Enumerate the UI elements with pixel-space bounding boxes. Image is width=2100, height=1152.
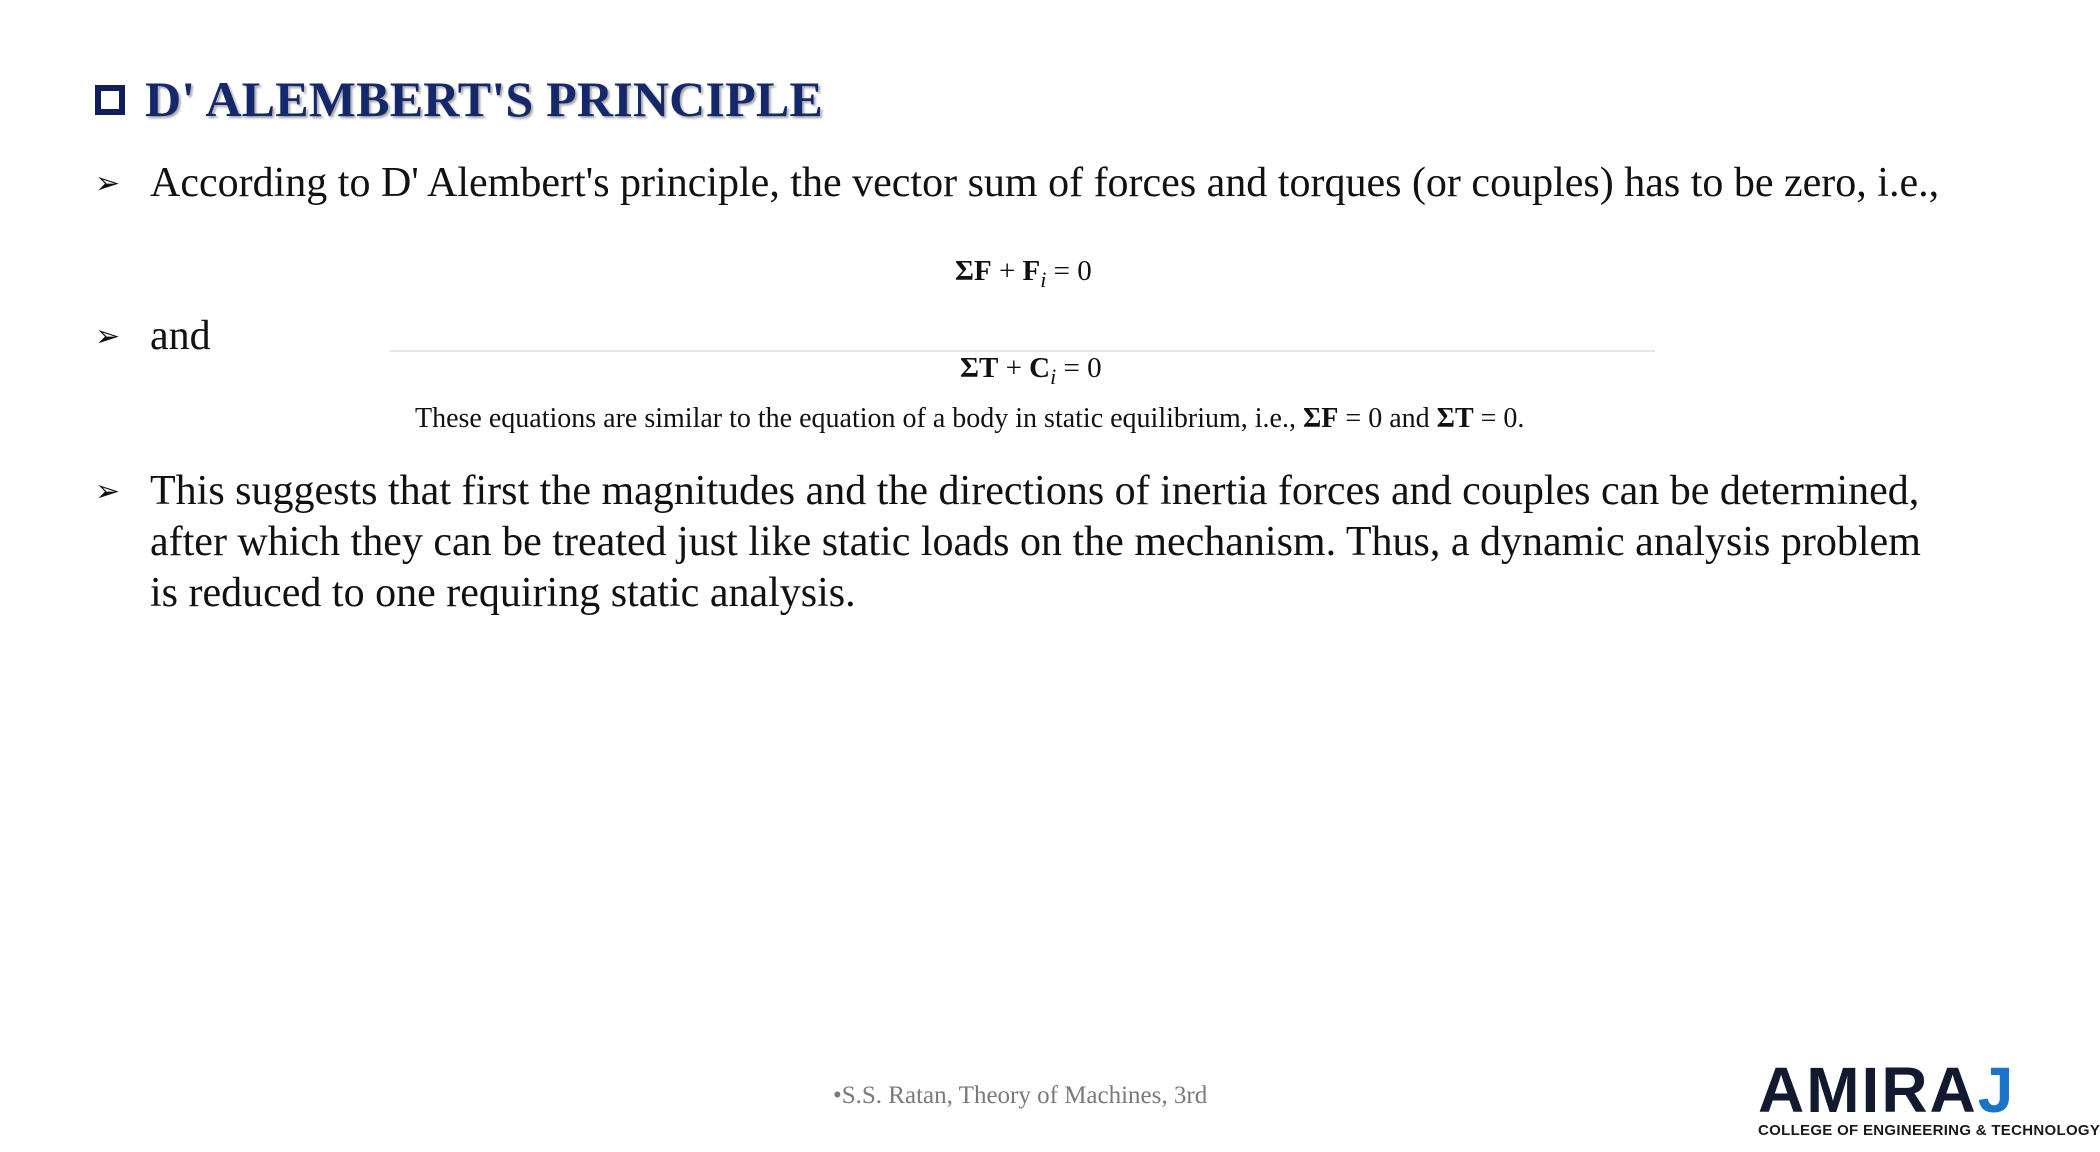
equation-torque-balance — [960, 352, 1102, 390]
logo-word-dark: AMIRA — [1758, 1054, 1978, 1126]
equation-note-mid: = 0 and — [1338, 403, 1437, 434]
equation-sum-term: ΣF — [955, 255, 992, 287]
equation-force-balance — [955, 255, 1092, 293]
slide-title-row — [95, 70, 823, 128]
equation-inertia-term: F — [1022, 255, 1041, 287]
equation-rhs: = 0 — [1056, 352, 1102, 384]
equation-plus: + — [991, 255, 1023, 287]
bullet-text: and — [150, 313, 211, 359]
equation-rhs: = 0 — [1046, 255, 1092, 287]
checkbox-bullet-icon — [95, 85, 125, 115]
equation-sum-term: ΣT — [960, 352, 999, 384]
college-logo — [1758, 1054, 2100, 1152]
logo-word-accent: J — [1977, 1054, 2016, 1126]
logo-wordmark — [1758, 1054, 2048, 1126]
reference-footnote: •S.S. Ratan, Theory of Machines, 3rd — [833, 1082, 1208, 1109]
equation-plus: + — [998, 352, 1030, 384]
arrow-bullet-icon: ➢ — [95, 319, 121, 354]
equation-note — [415, 403, 1524, 435]
equation-note-force: ΣF — [1303, 403, 1339, 434]
bullet-item — [95, 466, 1955, 619]
equation-subscript: i — [1040, 266, 1047, 292]
slide-title: D' ALEMBERT'S PRINCIPLE — [145, 71, 823, 127]
bullet-text: According to D' Alembert's principle, the vector sum of forces and torques (or couples) has to be zero, i.e., — [150, 160, 1940, 206]
bullet-item — [95, 158, 1955, 209]
equation-note-torque: ΣT — [1436, 403, 1474, 434]
equation-inertia-term: C — [1029, 352, 1051, 384]
equation-subscript: i — [1050, 363, 1057, 389]
logo-tagline: COLLEGE OF ENGINEERING & TECHNOLOGY — [1758, 1122, 2100, 1139]
bullet-text: This suggests that first the magnitudes and the directions of inertia forces and couples can be determined, after which they can be treated just like static loads on the mechanism. Thus, a dynamic analysis problem is reduced to one requiring static analysis. — [150, 468, 1921, 616]
equation-note-text: These equations are similar to the equation of a body in static equilibrium, i.e., — [415, 403, 1303, 434]
equation-note-end: = 0. — [1473, 403, 1525, 434]
arrow-bullet-icon: ➢ — [95, 166, 121, 201]
arrow-bullet-icon: ➢ — [95, 474, 121, 509]
